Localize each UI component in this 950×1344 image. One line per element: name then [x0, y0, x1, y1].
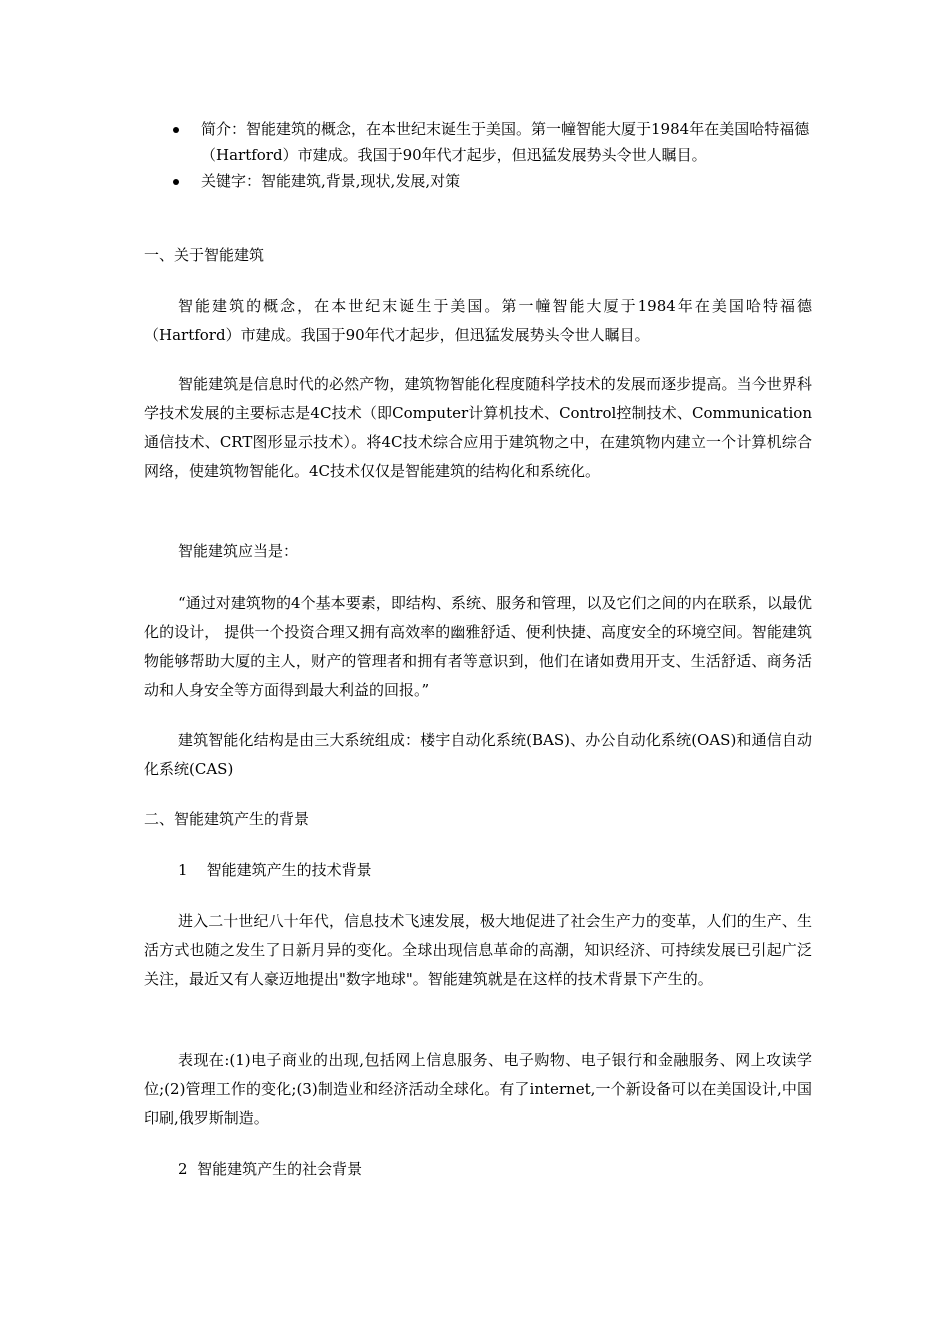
- bullet-icon: [173, 179, 179, 185]
- paragraph: 智能建筑应当是：: [178, 542, 299, 560]
- bullet-icon: [173, 127, 179, 133]
- section-heading: 一、关于智能建筑: [144, 246, 265, 264]
- section-heading: 二、智能建筑产生的背景: [144, 810, 310, 828]
- keywords-label: 关键字：: [201, 172, 262, 190]
- summary-text: 智能建筑的概念，在本世纪末诞生于美国。第一幢智能大厦于1984年在美国哈特福德 （Hartford）市建成。我国于90年代才起步，但迅猛发展势头令世人瞩目。: [201, 120, 810, 164]
- keywords-item: [173, 168, 813, 194]
- summary-list: [173, 116, 813, 194]
- paragraph: 智能建筑的概念，在本世纪末诞生于美国。第一幢智能大厦于1984年在美国哈特福德（Hartford）市建成。我国于90年代才起步，但迅猛发展势头令世人瞩目。: [144, 297, 812, 344]
- quote-paragraph: “通过对建筑物的4个基本要素，即结构、系统、服务和管理，以及它们之间的内在联系，以最优化的设计， 提供一个投资合理又拥有高效率的幽雅舒适、便利快捷、高度安全的环境空间。智能建筑物能够帮助大厦的主人，财产的管理者和拥有者等意识到，他们在诸如费用开支、生活舒适、商务活动和人身安全等方面得到最大利益的回报。”: [144, 594, 812, 699]
- paragraph: 表现在:(1)电子商业的出现,包括网上信息服务、电子购物、电子银行和金融服务、网上攻读学位;(2)管理工作的变化;(3)制造业和经济活动全球化。有了internet,一个新设备可以在美国设计,中国印刷,俄罗斯制造。: [144, 1051, 812, 1127]
- summary-label: 简介：: [201, 120, 247, 138]
- paragraph: 建筑智能化结构是由三大系统组成：楼宇自动化系统(BAS)、办公自动化系统(OAS)和通信自动化系统(CAS): [144, 731, 812, 778]
- paragraph: 进入二十世纪八十年代，信息技术飞速发展，极大地促进了社会生产力的变革，人们的生产、生活方式也随之发生了日新月异的变化。全球出现信息革命的高潮，知识经济、可持续发展已引起广泛关注，最近又有人豪迈地提出"数字地球"。智能建筑就是在这样的技术背景下产生的。: [144, 912, 812, 988]
- summary-item: [173, 116, 813, 168]
- subsection-heading: 1 智能建筑产生的技术背景: [178, 861, 372, 879]
- subsection-heading: 2 智能建筑产生的社会背景: [178, 1160, 363, 1178]
- keywords-text: 智能建筑,背景,现状,发展,对策: [261, 172, 461, 190]
- paragraph: 智能建筑是信息时代的必然产物，建筑物智能化程度随科学技术的发展而逐步提高。当今世界科学技术发展的主要标志是4C技术（即Computer计算机技术、Control控制技术、Communication通信技术、CRT图形显示技术）。将4C技术综合应用于建筑物之中，在建筑物内建立一个计算机综合网络，使建筑物智能化。4C技术仅仅是智能建筑的结构化和系统化。: [144, 375, 812, 480]
